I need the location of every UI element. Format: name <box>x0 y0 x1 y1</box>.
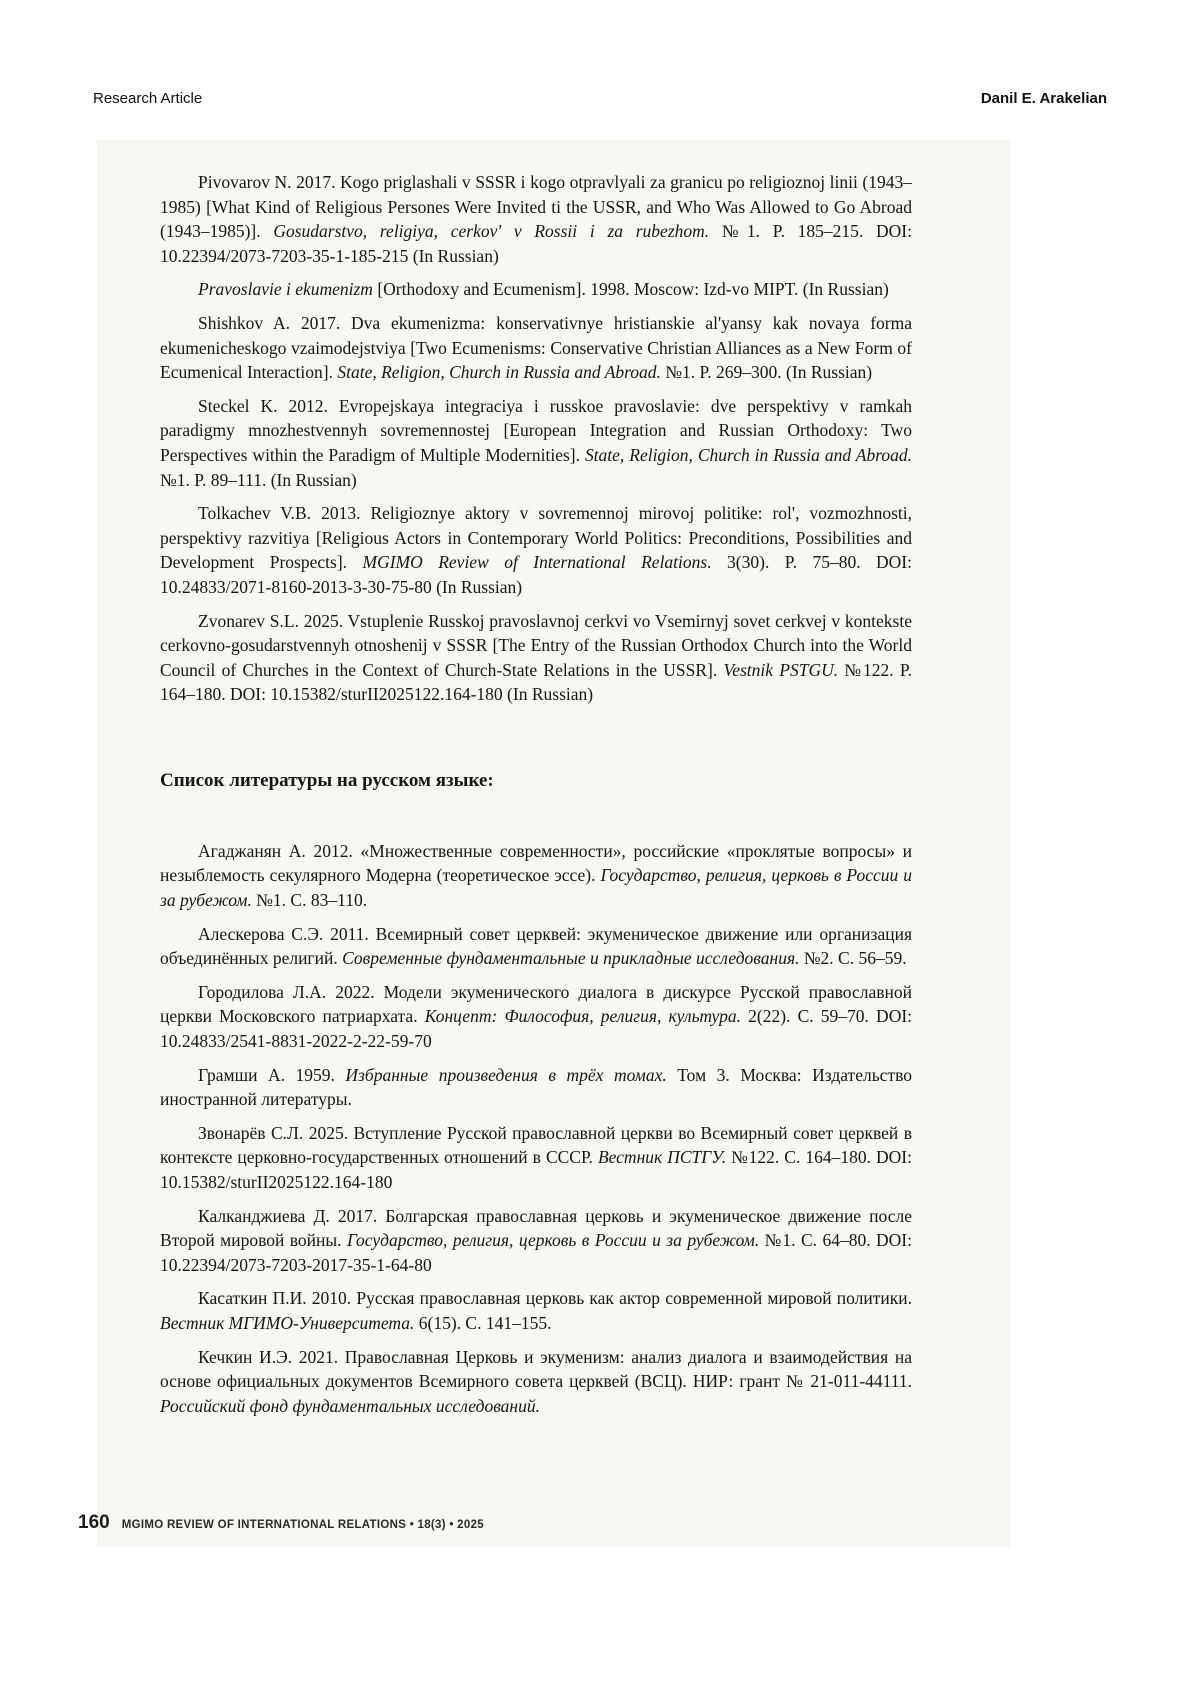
reference-entry <box>160 1121 912 1195</box>
page-number: 160 <box>78 1512 110 1533</box>
reference-source-title: State, Religion, Church in Russia and Abroad. <box>584 444 912 465</box>
reference-text: Pivovarov N. 2017. Kogo priglashali v SSSR i kogo otpravlyali za granicu po religioznoj linii (1943–1985) [What Kind of Religious Persones Were Invited ti the USSR, and Who Was Allowed to Go Abroad (1943–1985)]. <box>160 172 912 242</box>
reference-entry <box>160 1345 912 1419</box>
reference-text: Касаткин П.И. 2010. Русская православная церковь как актор современной мировой политики. <box>198 1288 912 1309</box>
reference-entry <box>160 311 912 385</box>
reference-text: Кечкин И.Э. 2021. Православная Церковь и экуменизм: анализ диалога и взаимодействия на основе официальных документов Всемирного совета церквей (ВСЦ). НИР: грант № 21-011-44111. <box>160 1346 912 1392</box>
reference-text: №1. С. 83–110. <box>251 890 368 911</box>
reference-text: Том 3. Москва: Издательство иностранной литературы. <box>160 1064 912 1110</box>
reference-entry <box>160 1204 912 1278</box>
reference-text: №122. С. 164–180. DOI: 10.15382/sturII2025122.164-180 <box>160 1147 912 1192</box>
reference-text: Агаджанян А. 2012. «Множественные современности», российские «проклятые вопросы» и незыблемость секулярного Модерна (теоретическое эссе). <box>160 840 912 886</box>
russian-references-heading: Список литературы на русском языке: <box>160 769 494 791</box>
reference-source-title: Вестник МГИМО-Университета. <box>160 1312 415 1333</box>
reference-text: Алескерова С.Э. 2011. Всемирный совет церквей: экуменическое движение или организация объединённых религий. <box>160 923 912 969</box>
reference-text: 3(30). P. 75–80. DOI: 10.24833/2071-8160-2013-3-30-75-80 (In Russian) <box>160 552 912 597</box>
reference-source-title: Государство, религия, церковь в России и за рубежом. <box>160 865 912 911</box>
journal-footer-line: MGIMO REVIEW OF INTERNATIONAL RELATIONS • 18(3) • 2025 <box>121 1519 484 1531</box>
running-head-author: Danil E. Arakelian <box>980 90 1107 107</box>
reference-text: Steckel K. 2012. Evropejskaya integraciya i russkoe pravoslavie: dve perspektivy v ramkah paradigmy mnozhestvennyh sovremennostej [European Integration and Russian Orthodoxy: Two Perspectives within the Paradigm of Multiple Modernities]. <box>160 395 912 465</box>
references-transliterated-section <box>160 170 912 707</box>
reference-entry <box>160 501 912 599</box>
content-panel <box>97 140 1010 1547</box>
reference-text: Shishkov A. 2017. Dva ekumenizma: konservativnye hristianskie al'yansy kak novaya forma ekumenicheskogo vzaimodejstviya [Two Ecumenisms: Conservative Christian Alliances as a New Form of Ecumenical Interaction]. <box>160 312 912 383</box>
reference-text: 6(15). С. 141–155. <box>414 1312 552 1333</box>
reference-text: №1. P. 269–300. (In Russian) <box>660 362 873 383</box>
reference-text: Tolkachev V.B. 2013. Religioznye aktory v sovremennoj mirovoj politike: rol', vozmozhnosti, perspektivy razvitiya [Religious Actors in Contemporary World Politics: Preconditions, Possibilities and Development Prospects]. <box>160 503 912 573</box>
reference-source-title: Pravoslavie i ekumenizm <box>198 279 373 300</box>
reference-text: Грамши А. 1959. <box>198 1064 346 1085</box>
reference-source-title: State, Religion, Church in Russia and Abroad. <box>337 362 661 383</box>
reference-source-title: Vestnik PSTGU. <box>723 659 839 680</box>
reference-source-title: Российский фонд фундаментальных исследований. <box>160 1395 540 1416</box>
reference-source-title: Государство, религия, церковь в России и за рубежом. <box>346 1230 760 1251</box>
reference-source-title: Gosudarstvo, religiya, cerkov' v Rossii i za rubezhom. <box>273 221 710 242</box>
reference-text: Звонарёв С.Л. 2025. Вступление Русской православной церкви во Всемирный совет церквей в контексте церковно-государственных отношений в СССР. <box>160 1122 912 1168</box>
reference-entry <box>160 277 912 302</box>
reference-text: №2. С. 56–59. <box>799 948 907 969</box>
reference-source-title: Современные фундаментальные и прикладные исследования. <box>342 948 800 969</box>
page-footer <box>78 1512 484 1534</box>
reference-entry <box>160 922 912 971</box>
reference-text: Zvonarev S.L. 2025. Vstuplenie Russkoj pravoslavnoj cerkvi vo Vsemirnyj sovet cerkvej v kontekste cerkovno-gosudarstvennyh otnoshenij v SSSR [The Entry of the Russian Orthodox Church into the World Council of Churches in the Context of Church-State Relations in the USSR]. <box>160 610 912 680</box>
reference-text: №1. С. 64–80. DOI: 10.22394/2073-7203-2017-35-1-64-80 <box>160 1230 912 1275</box>
reference-text: №1. P. 89–111. (In Russian) <box>160 469 357 490</box>
reference-text: Городилова Л.А. 2022. Модели экуменического диалога в дискурсе Русской православной церкви Московского патриархата. <box>160 981 912 1027</box>
reference-text: Калканджиева Д. 2017. Болгарская православная церковь и экуменическое движение после Второй мировой войны. <box>160 1205 912 1251</box>
reference-source-title: Концепт: Философия, религия, культура. <box>424 1006 741 1027</box>
reference-source-title: MGIMO Review of International Relations. <box>362 552 712 573</box>
reference-text: 2(22). С. 59–70. DOI: 10.24833/2541-8831-2022-2-22-59-70 <box>160 1006 913 1052</box>
reference-entry <box>160 1286 912 1335</box>
reference-source-title: Вестник ПСТГУ. <box>597 1147 727 1168</box>
running-head <box>93 90 1107 107</box>
reference-text: №1. P. 185–215. DOI: 10.22394/2073-7203-35-1-185-215 (In Russian) <box>160 221 912 266</box>
reference-entry <box>160 980 912 1054</box>
references-russian-section <box>160 839 912 1418</box>
reference-text: №122. P. 164–180. DOI: 10.15382/sturII2025122.164-180 (In Russian) <box>160 659 912 705</box>
reference-text: [Orthodoxy and Ecumenism]. 1998. Moscow: Izd-vo MIPT. (In Russian) <box>372 279 889 300</box>
reference-entry <box>160 394 912 492</box>
reference-entry <box>160 1063 912 1112</box>
reference-source-title: Избранные произведения в трёх томах. <box>345 1064 667 1085</box>
running-head-article-type: Research Article <box>93 90 203 107</box>
reference-entry <box>160 170 912 268</box>
reference-entry <box>160 609 912 707</box>
reference-entry <box>160 839 912 913</box>
